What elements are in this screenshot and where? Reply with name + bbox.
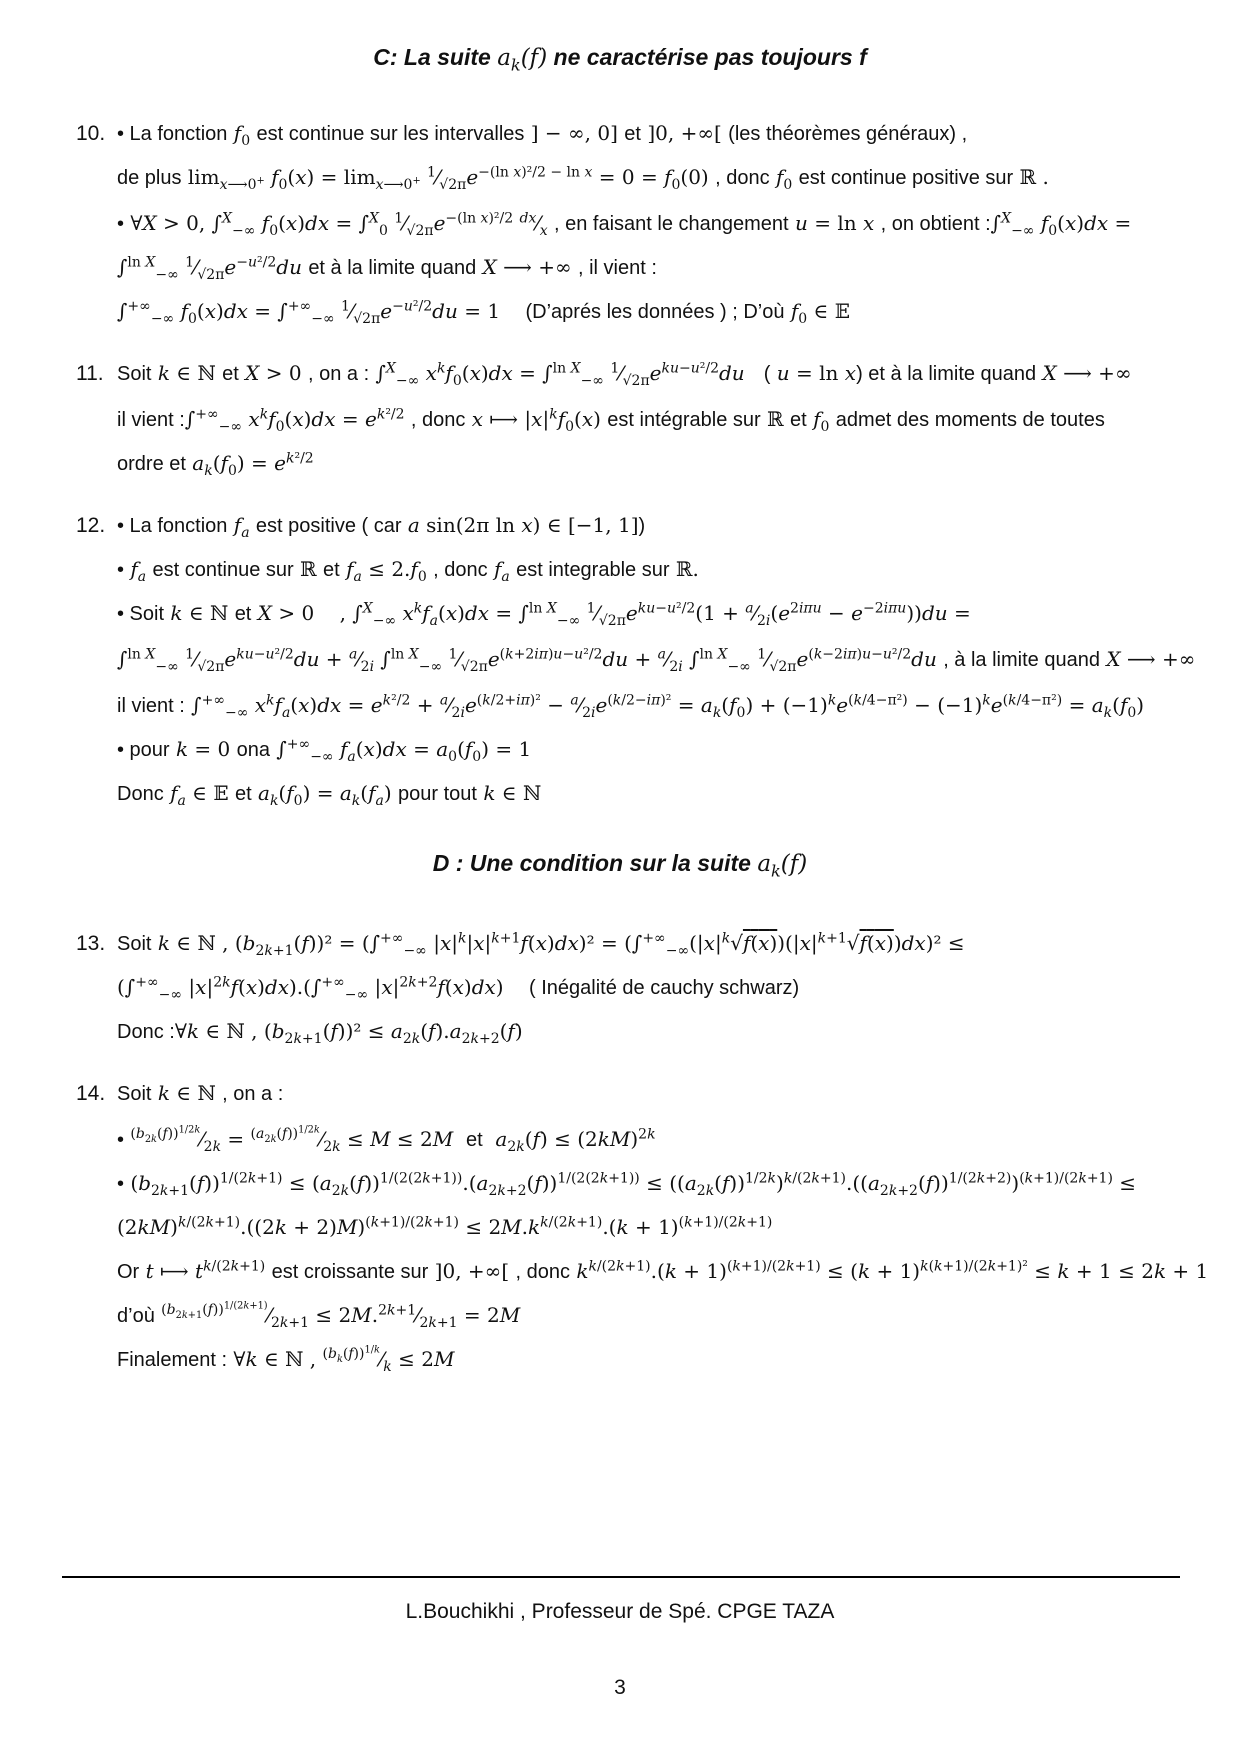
item-number: 13. [76, 932, 106, 955]
section-c-title-suffix: ne caractérise pas toujours f [547, 44, 867, 70]
item-12-line-4: ∫$^{ln X}_{-\infty}$ $^1⁄_{√2\pi}e^{ku-u^2/2}du$ + $^a⁄_{2i}$ ∫$^{ln X}_{-\infty}$ $^1⁄_{√2\pi}e^{(k+2i\pi)u-u^2/2}du$ + $^a⁄_{2i}$ ∫$^{ln X}_{-\infty}$ $^1⁄_{√2\pi}e^{(k-2i\pi)u-u^2/2}du$ , à la limite quand X ⟶ +∞ [117, 646, 1196, 675]
item-10-line-4: ∫$^{ln X}_{-\infty}$ $^1⁄_{√2\pi}e^{-u^2/2}du$ et à la limite quand X ⟶ +∞ , il vient : [117, 254, 657, 283]
item-12-line-7: Donc $f_a$ ∈ 𝔼 et $a_k(f_0) = a_k(f_a)$ pour tout k ∈ ℕ [117, 781, 542, 809]
item-number: 10. [76, 122, 106, 145]
item-14-line-1: Soit k ∈ ℕ , on a : [117, 1081, 284, 1105]
item-14-line-5: Or t ⟼ $t^{k/(2k+1)}$ est croissante sur ]0, +∞[ , donc $k^{k/(2k+1)}.(k + 1)^{(k+1)/(2k+1)} \le (k + 1)^{k(k+1)/(2k+1)^2} \le k + 1 \le 2k + 1$ [117, 1258, 1209, 1283]
item-10-line-2: de plus $\lim_{x⟶0^+} f_0(x) = \lim_{x⟶0^+}$ $^1⁄_{√2\pi}e^{-(ln x)^2/2 - ln x} = 0 = f_0(0)$ , donc $f_0$ est continue positive sur ℝ . [117, 164, 1049, 193]
item-10-line-5: $\int^{+\infty}_{-\infty}$ $f_0(x)dx = \int^{+\infty}_{-\infty}$ $^1⁄_{√2\pi}e^{-u^2/2}du = 1$ (D’aprés les données ) ; D’où $f_0$ ∈ 𝔼 [117, 298, 850, 327]
item-11-line-2: il vient $:\int^{+\infty}_{-\infty}$ $x^kf_0(x)dx = e^{k^2/2}$ , donc x ⟼ $|x|^kf_0(x)$ est intégrable sur ℝ et $f_0$ admet des moments de toutes [117, 406, 1105, 435]
page-number: 3 [614, 1676, 626, 1699]
item-11-line-3: ordre et $a_k(f_0) = e^{k^2/2}$ [117, 450, 314, 479]
item-14-line-6: d’où $^{(b_{2k+1}(f))^{1/(2k+1)}}⁄_{2k+1}$ ≤ $2M.^{2k+1}⁄_{2k+1} = 2M$ [117, 1300, 521, 1331]
item-11-line-1: Soit k ∈ ℕ et X > 0 , on a : ∫$^X_{-\infty}$ $x^kf_0(x)dx = \int^{ln X}_{-\infty}$ $^1⁄_{√2\pi}e^{ku-u^2/2}du$ ( u = ln x) et à la limite quand X ⟶ +∞ [117, 360, 1132, 389]
item-10-line-1: • La fonction $f_0$ est continue sur les intervalles ] − ∞, 0] et ]0, +∞[ (les théorèmes généraux) , [117, 121, 968, 149]
section-d-title-text: D : Une condition sur la suite [432, 850, 758, 876]
item-12-line-1: • La fonction $f_a$ est positive ( car a sin(2π ln x) ∈ [−1, 1]) [117, 513, 646, 541]
item-14-line-2: • $^{(b_{2k}(f))^{1/2k}}⁄_{2k}$ = $^{(a_{2k}(f))^{1/2k}}⁄_{2k} \le M \le 2M$ et $a_{2k}(f) \le (2kM)^{2k}$ [117, 1124, 656, 1155]
item-12-line-3: • Soit k ∈ ℕ et X > 0 , ∫$^X_{-\infty}$ $x^kf_a(x)dx = \int^{ln X}_{-\infty}$ $^1⁄_{√2\pi}e^{ku-u^2/2}(1$ + $^a⁄_{2i}(e^{2i\pi u} - e^{-2i\pi u}))du$ = [117, 600, 971, 629]
item-13-line-3: Donc :∀k ∈ ℕ , $(b_{2k+1}(f))^2 \le a_{2k}(f).a_{2k+2}(f)$ [117, 1019, 523, 1047]
item-13-line-2: ($\int^{+\infty}_{-\infty}$ $|x|^{2k}f(x)dx).(\int^{+\infty}_{-\infty}$ $|x|^{2k+2}f(x)dx$) ( Inégalité de cauchy schwarz) [117, 974, 800, 1003]
section-c-title-text: C: La suite [373, 44, 498, 70]
item-14-line-3: • $(b_{2k+1}(f))^{1/(2k+1)} \le (a_{2k}(f))^{1/(2(2k+1))}.(a_{2k+2}(f))^{1/(2(2k+1))} \le ((a_{2k}(f))^{1/2k})^{k/(2k+1)}.((a_{2k+2}(f))^{1/(2k+2)})^{(k+1)/(2k+1)}$ ≤ [117, 1170, 1137, 1199]
item-10-line-3: • ∀X > 0, ∫$^X_{-\infty}$ $f_0(x)dx = \int^X_0$ $^1⁄_{√2\pi}e^{-(ln x)^2/2}$ $^{dx}⁄_x$ , en faisant le changement u = ln x , on obtient :∫$^X_{-\infty}$ $f_0(x)dx$ = [117, 210, 1132, 239]
item-number: 11. [76, 362, 104, 385]
item-12-line-6: • pour k = 0 ona $\int^{+\infty}_{-\infty}$ $f_a(x)dx = a_0(f_0) = 1$ [117, 736, 532, 765]
item-14-line-7: Finalement : ∀k ∈ ℕ , $^{(b_k(f))^{1/k}}⁄_k \le 2M$ [117, 1344, 455, 1375]
footer-text: L.Bouchikhi , Professeur de Spé. CPGE TAZA [405, 1600, 835, 1623]
item-number: 14. [76, 1082, 106, 1105]
section-d-title-math: $a_k(f)$ [757, 851, 808, 881]
item-14-line-4: $(2kM)^{k/(2k+1)}.((2k + 2)M)^{(k+1)/(2k+1)} \le 2M.k^{k/(2k+1)}.(k + 1)^{(k+1)/(2k+1)}$ [117, 1214, 773, 1239]
item-12-line-5: il vient : $\int^{+\infty}_{-\infty}$ $x^kf_a(x)dx = e^{k^2/2}$ + $^a⁄_{2i}e^{(k/2+i\pi)^2}$ − $^a⁄_{2i}e^{(k/2-i\pi)^2} = a_k(f_0) + (-1)^ke^{(k/4-\pi^2)} - (-1)^ke^{(k/4-\pi^2)} = a_k(f_0)$ [117, 692, 1145, 721]
item-number: 12. [76, 514, 106, 537]
section-d-title [0, 850, 1240, 881]
item-13-line-1: Soit k ∈ ℕ , $(b_{2k+1}(f))^2 = (\int^{+\infty}_{-\infty}$ $|x|^k|x|^{k+1}f(x)dx)^2 = (\int^{+\infty}_{-\infty}(|x|^k√f(x))(|x|^{k+1}√f(x))dx)^2$ ≤ [117, 930, 965, 959]
section-c-title [0, 44, 1240, 75]
item-12-line-2: • $f_a$ est continue sur ℝ et $f_a \le 2.f_0$ , donc $f_a$ est integrable sur ℝ. [117, 557, 699, 585]
section-c-title-math: $a_k(f)$ [497, 45, 548, 75]
footer-rule [62, 1576, 1180, 1578]
